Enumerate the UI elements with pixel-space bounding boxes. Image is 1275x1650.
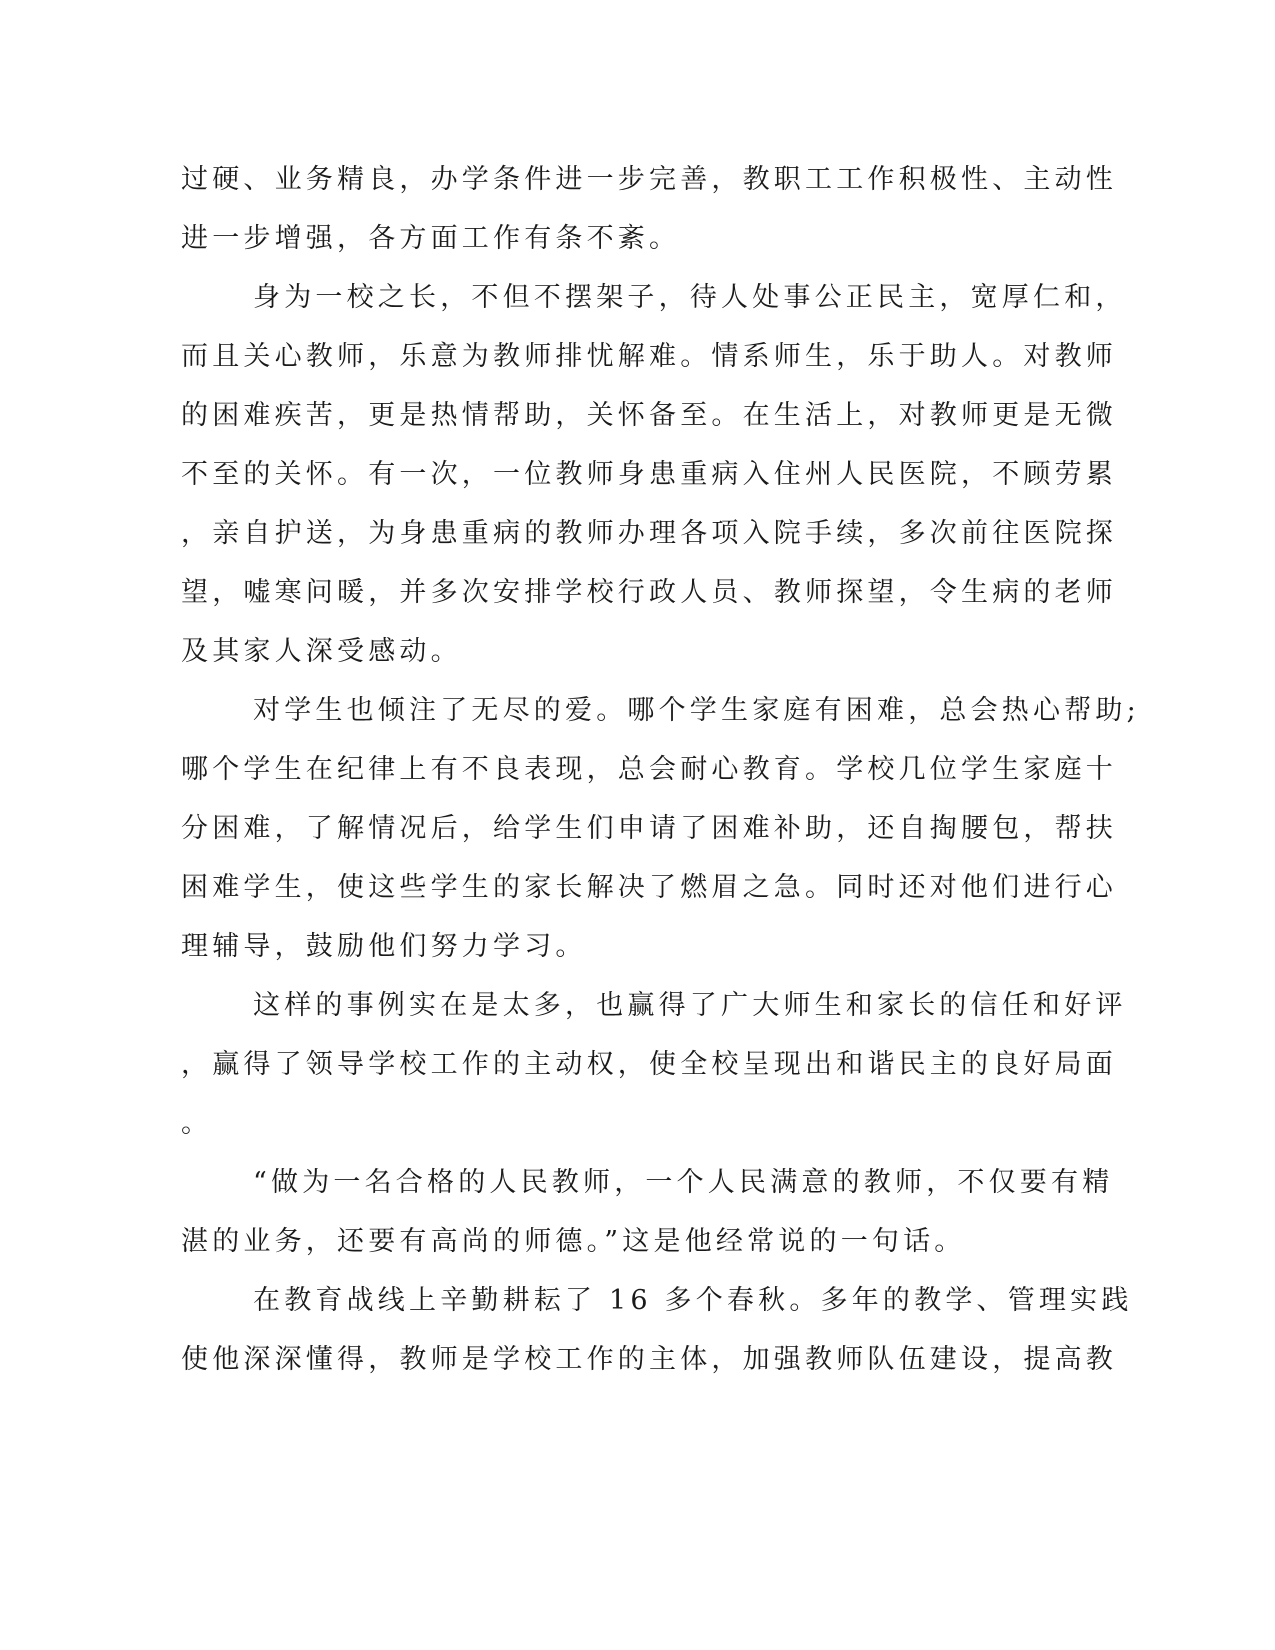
text-line: 在教育战线上辛勤耕耘了 16 多个春秋。多年的教学、管理实践 [253,1285,1133,1316]
text-line: 而且关心教师，乐意为教师排忧解难。情系师生，乐于助人。对教师 [181,341,1117,372]
text-line: 及其家人深受感动。 [181,636,462,667]
text-line: 哪个学生在纪律上有不良表现，总会耐心教育。学校几位学生家庭十 [181,754,1117,785]
text-line: 身为一校之长，不但不摆架子，待人处事公正民主，宽厚仁和， [253,282,1127,313]
text-line: “做为一名合格的人民教师，一个人民满意的教师，不仅要有精 [253,1167,1114,1198]
text-line: 困难学生，使这些学生的家长解决了燃眉之急。同时还对他们进行心 [181,872,1117,903]
text-line: 望，嘘寒问暖，并多次安排学校行政人员、教师探望，令生病的老师 [181,577,1117,608]
text-line: 。 [181,1108,213,1139]
text-line: 使他深深懂得，教师是学校工作的主体，加强教师队伍建设，提高教 [181,1344,1117,1375]
text-line: 这样的事例实在是太多，也赢得了广大师生和家长的信任和好评 [253,990,1127,1021]
text-line: 进一步增强，各方面工作有条不紊。 [181,223,681,254]
text-line: 湛的业务，还要有高尚的师德。”这是他经常说的一句话。 [181,1226,966,1257]
text-line: 理辅导，鼓励他们努力学习。 [181,931,587,962]
text-line: 过硬、业务精良，办学条件进一步完善，教职工工作积极性、主动性 [181,164,1117,195]
text-line: 不至的关怀。有一次，一位教师身患重病入住州人民医院，不顾劳累 [181,459,1117,490]
text-line: 分困难，了解情况后，给学生们申请了困难补助，还自掏腰包，帮扶 [181,813,1117,844]
text-line: 对学生也倾注了无尽的爱。哪个学生家庭有困难，总会热心帮助; [253,695,1140,726]
text-line: ，亲自护送，为身患重病的教师办理各项入院手续，多次前往医院探 [181,518,1117,549]
text-line: 的困难疾苦，更是热情帮助，关怀备至。在生活上，对教师更是无微 [181,400,1117,431]
text-line: ，赢得了领导学校工作的主动权，使全校呈现出和谐民主的良好局面 [181,1049,1117,1080]
